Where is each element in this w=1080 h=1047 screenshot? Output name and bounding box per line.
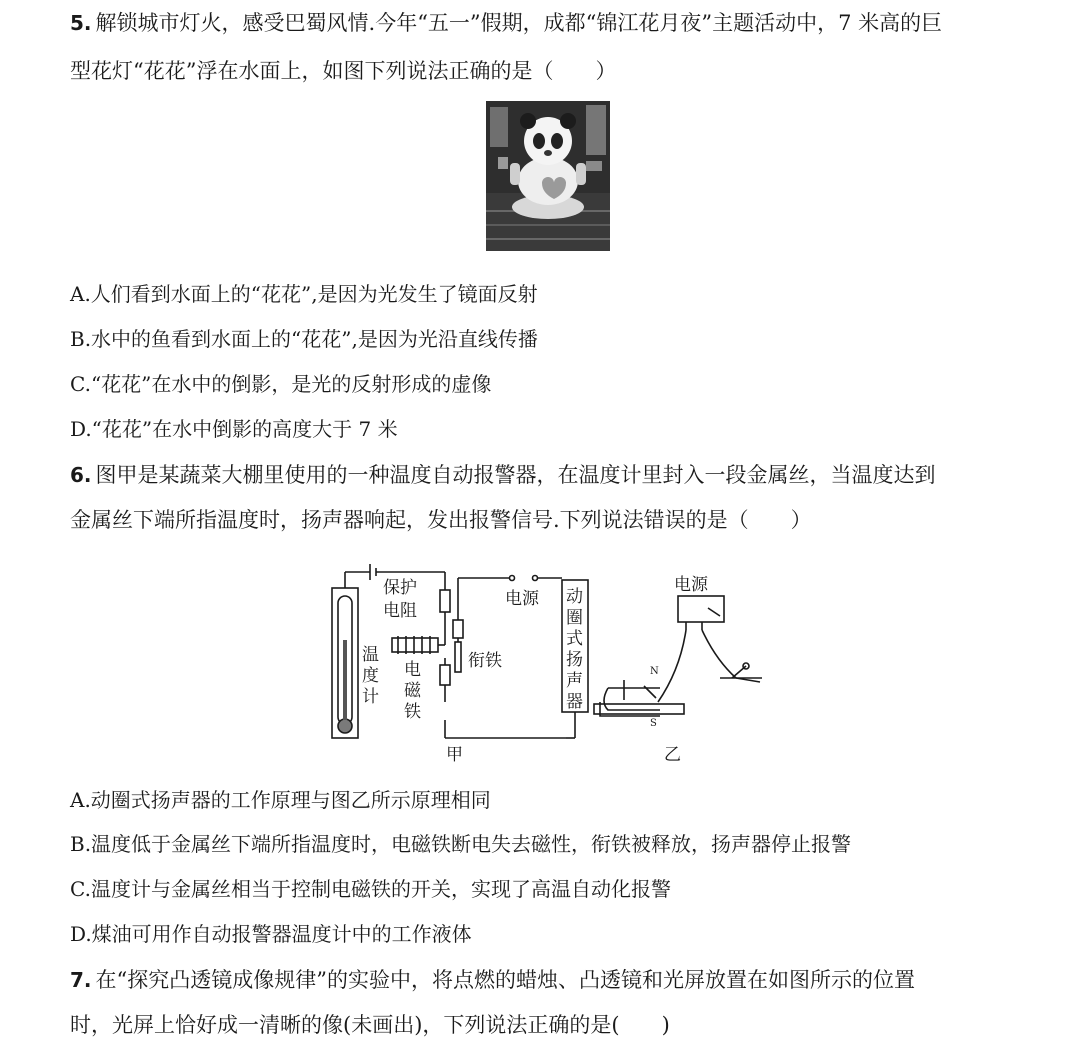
q5-stem-text-1: 解锁城市灯火，感受巴蜀风情.今年“五一”假期，成都“锦江花月夜”主题活动中，7 米高的巨 [95, 11, 943, 35]
q6-stem-line1 [70, 460, 936, 490]
q5-number: 5. [70, 11, 92, 35]
caption-yi: 乙 [664, 745, 681, 765]
q6-option-c: C.温度计与金属丝相当于控制电磁铁的开关，实现了高温自动化报警 [70, 877, 671, 901]
q6-option-b: B.温度低于金属丝下端所指温度时，电磁铁断电失去磁性，衔铁被释放，扬声器停止报警 [70, 832, 852, 856]
label-protective-1: 保护 [383, 578, 417, 598]
label-speaker-1: 动 [566, 587, 583, 607]
label-pole-n: N [650, 666, 659, 677]
label-speaker-5: 声 [566, 671, 583, 691]
q6-option-d: D.煤油可用作自动报警器温度计中的工作液体 [70, 922, 472, 946]
label-power-jia: 电源 [505, 589, 539, 609]
label-speaker-6: 器 [566, 692, 583, 712]
label-electromagnet-1: 电 [404, 660, 421, 680]
q5-option-d: D.“花花”在水中倒影的高度大于 7 米 [70, 417, 398, 441]
label-protective-2: 电阻 [383, 601, 417, 621]
q5-option-b: B.水中的鱼看到水面上的“花花”,是因为光沿直线传播 [70, 327, 538, 351]
q7-stem-line1 [70, 965, 915, 995]
q5-stem-line1 [70, 8, 942, 38]
q6-number: 6. [70, 463, 92, 487]
q6-option-a: A.动圈式扬声器的工作原理与图乙所示原理相同 [70, 788, 491, 812]
panda-lantern-photo [486, 101, 610, 251]
label-thermometer-2: 度 [362, 666, 379, 686]
q6-stem-text-1: 图甲是某蔬菜大棚里使用的一种温度自动报警器，在温度计里封入一段金属丝，当温度达到 [95, 463, 936, 487]
label-electromagnet-2: 磁 [404, 681, 421, 701]
q6-stem-line2: 金属丝下端所指温度时，扬声器响起，发出报警信号.下列说法错误的是（ ） [70, 508, 812, 532]
q5-option-a: A.人们看到水面上的“花花”,是因为光发生了镜面反射 [70, 282, 538, 306]
q7-number: 7. [70, 968, 92, 992]
label-power-yi: 电源 [674, 575, 708, 595]
q7-stem-line2: 时，光屏上恰好成一清晰的像(未画出)，下列说法正确的是( ) [70, 1013, 670, 1037]
label-speaker-2: 圈 [566, 608, 583, 628]
label-thermometer-1: 温 [362, 645, 379, 665]
label-armature: 衔铁 [468, 651, 502, 671]
label-speaker-3: 式 [566, 629, 583, 649]
label-speaker-4: 扬 [566, 650, 583, 670]
q7-stem-text-1: 在“探究凸透镜成像规律”的实验中，将点燃的蜡烛、凸透镜和光屏放置在如图所示的位置 [95, 968, 915, 992]
label-thermometer-3: 计 [362, 687, 379, 707]
q5-stem-line2: 型花灯“花花”浮在水面上，如图下列说法正确的是（ ） [70, 59, 617, 83]
q6-circuit-diagram [300, 560, 800, 765]
label-electromagnet-3: 铁 [404, 702, 421, 722]
q5-option-c: C.“花花”在水中的倒影，是光的反射形成的虚像 [70, 372, 492, 396]
label-pole-s: S [650, 718, 657, 729]
caption-jia: 甲 [446, 745, 463, 765]
